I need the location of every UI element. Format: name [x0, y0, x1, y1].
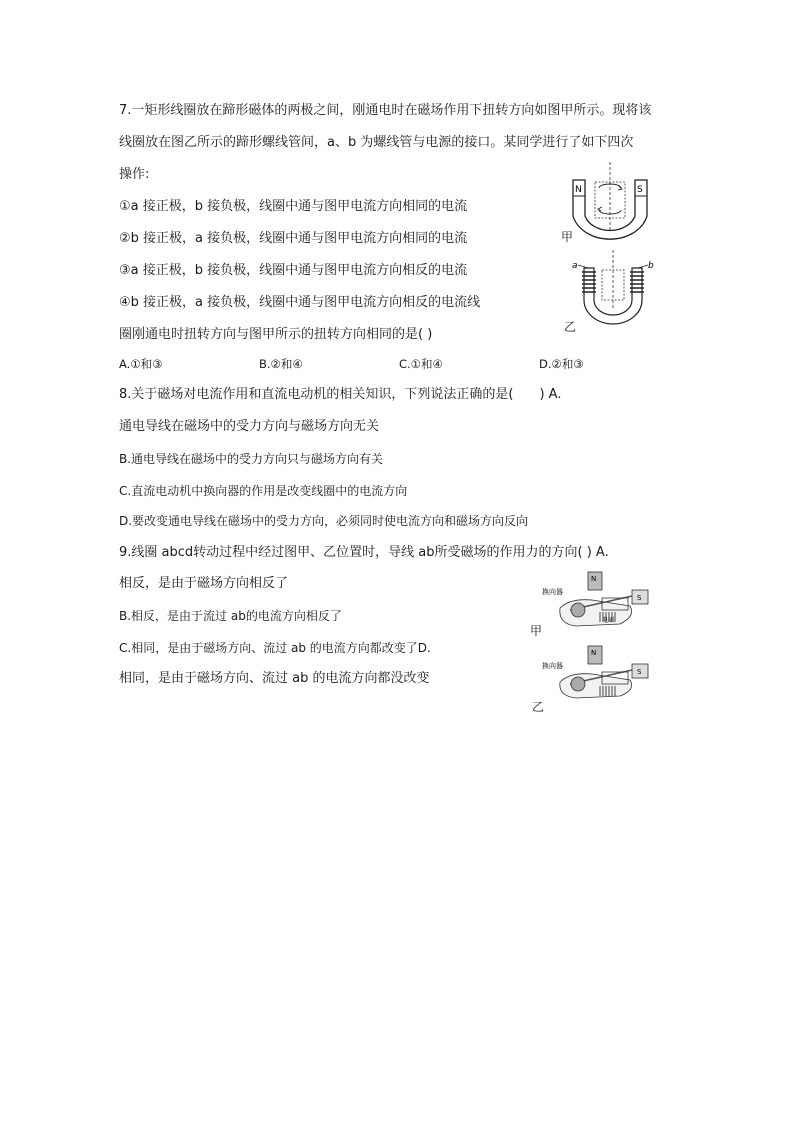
- q7-yi-a-label: a: [572, 261, 578, 271]
- q8-line-1: 8.关于磁场对电流作用和直流电动机的相关知识，下列说法正确的是( ) A.: [119, 387, 562, 402]
- q9-yi-n-label: N: [591, 649, 597, 657]
- q7-figure-jia: [565, 158, 655, 250]
- q7-line-1: 7.一矩形线圈放在蹄形磁体的两极之间，刚通电时在磁场作用下扭转方向如图甲所示。现将该: [119, 103, 652, 118]
- q7-line-8: 圈刚通电时扭转方向与图甲所示的扭转方向相同的是( ): [119, 327, 433, 342]
- q8-line-2: 通电导线在磁场中的受力方向与磁场方向无关: [119, 419, 380, 434]
- q8-option-c: C.直流电动机中换向器的作用是改变线圈中的电流方向: [119, 484, 408, 498]
- q8-option-b: B.通电导线在磁场中的受力方向只与磁场方向有关: [119, 452, 384, 466]
- q9-figure-yi: [540, 644, 655, 702]
- q9-jia-brush-label: 电刷: [602, 617, 615, 624]
- q7-jia-s-label: S: [637, 185, 643, 195]
- q9-jia-s-label: S: [637, 594, 642, 602]
- q7-option-d: D.②和③: [539, 357, 584, 371]
- q7-op-1: ①a 接正极，b 接负极，线圈中通与图甲电流方向相同的电流: [119, 199, 468, 214]
- q9-yi-caption: 乙: [532, 700, 545, 714]
- q7-option-a: A.①和③: [119, 357, 163, 371]
- q7-yi-caption: 乙: [564, 320, 577, 334]
- q7-line-3: 操作:: [119, 167, 150, 182]
- q7-op-4: ④b 接正极，a 接负极，线圈中通与图甲电流方向相反的电流线: [119, 295, 481, 310]
- q9-jia-n-label: N: [591, 575, 597, 583]
- q9-yi-commutator-label: 换向器: [542, 662, 563, 670]
- q9-line-2: 相反，是由于磁场方向相反了: [119, 576, 289, 591]
- q9-figure-jia: [540, 568, 655, 630]
- q7-figure-yi: [570, 248, 656, 330]
- q7-jia-n-label: N: [575, 185, 582, 195]
- q7-op-2: ②b 接正极，a 接负极，线圈中通与图甲电流方向相同的电流: [119, 231, 468, 246]
- q7-option-b: B.②和④: [259, 357, 303, 371]
- q9-line-5: 相同，是由于磁场方向、流过 ab 的电流方向都没改变: [119, 671, 430, 686]
- q9-jia-caption: 甲: [530, 624, 543, 638]
- q9-option-b: B.相反，是由于流过 ab的电流方向相反了: [119, 609, 342, 623]
- q7-option-c: C.①和④: [399, 357, 443, 371]
- q9-yi-s-label: S: [637, 668, 642, 676]
- q9-jia-commutator-label: 换向器: [542, 588, 563, 596]
- q7-jia-caption: 甲: [561, 230, 574, 244]
- q7-yi-b-label: b: [648, 261, 654, 271]
- q9-option-c: C.相同，是由于磁场方向、流过 ab 的电流方向都改变了D.: [119, 641, 431, 655]
- q9-line-1: 9.线圈 abcd转动过程中经过图甲、乙位置时，导线 ab所受磁场的作用力的方向( ) A.: [119, 545, 609, 560]
- q8-option-d: D.要改变通电导线在磁场中的受力方向，必须同时使电流方向和磁场方向反向: [119, 514, 529, 528]
- q7-op-3: ③a 接正极，b 接负极，线圈中通与图甲电流方向相反的电流: [119, 263, 468, 278]
- q7-line-2: 线圈放在图乙所示的蹄形螺线管间，a、b 为螺线管与电源的接口。某同学进行了如下四次: [119, 135, 634, 150]
